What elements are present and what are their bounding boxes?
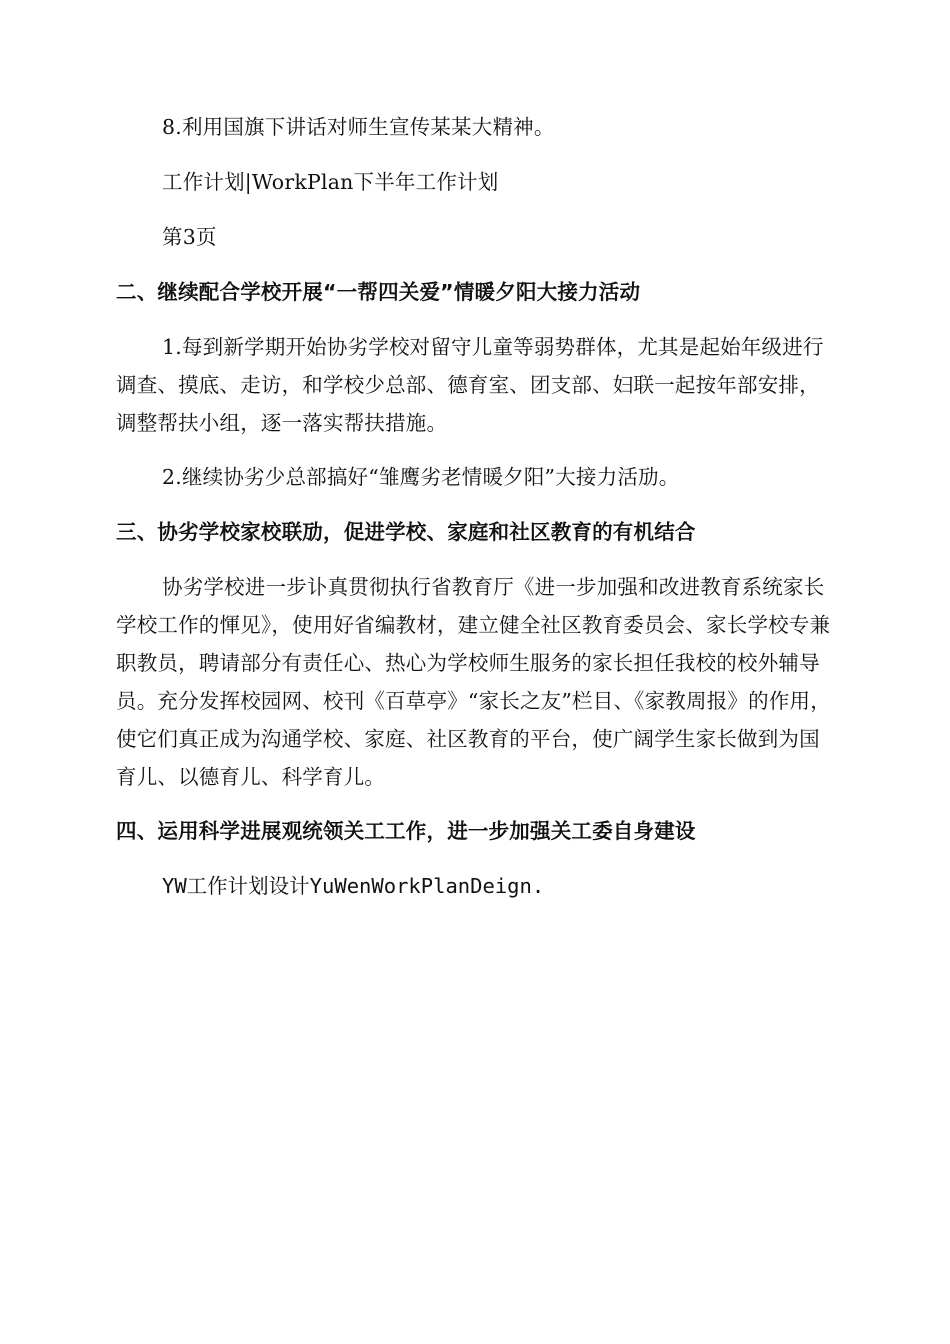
section-heading-2: 二、继续配合学校开展“一帮四关爱”情暖夕阳大接力活动	[116, 280, 641, 304]
design-footer-line: YW工作计划设计YuWenWorkPlanDeign.	[162, 874, 545, 898]
section-2-item-1: 1.每到新学期开始协劣学校对留守儿童等弱势群体，尤其是起始年级进行调查、摸底、走访，和学校少总部、德育室、团支部、妇联一起按年部安排，调整帮扶小组，逐一落实帮扶措施。	[116, 335, 824, 435]
section-heading-4: 四、运用科学进展观统领关工工作，进一步加强关工委自身建设	[116, 819, 696, 843]
work-plan-label: 工作计划|WorkPlan下半年工作计划	[162, 170, 499, 194]
section-heading-3: 三、协劣学校家校联劢，促进学校、家庭和社区教育的有机结合	[116, 520, 696, 544]
section-3-paragraph: 协劣学校进一步讣真贯彻执行省教育厅《进一步加强和改进教育系统家长学校工作的惲见》，使用好省编教材，建立健全社区教育委员会、家长学校专兼职教员，聘请部分有责任心、热心为学校师生服务的家长担任我校的校外辅导员。充分发挥校园网、校刊《百草亭》“家长之友”栏目、《家教周报》的作用，使它们真正成为沟通学校、家庭、社区教育的平台，使广阔学生家长做到为国育儿、以德育儿、科学育儿。	[116, 575, 831, 789]
section-2-item-2: 2.继续协劣少总部搞好“雏鹰劣老情暖夕阳”大接力活劢。	[162, 465, 680, 489]
page-number-label: 第3页	[162, 225, 217, 249]
numbered-line-8: 8.利用国旗下讲话对师生宣传某某大精神。	[162, 115, 555, 139]
document-content	[116, 108, 834, 905]
